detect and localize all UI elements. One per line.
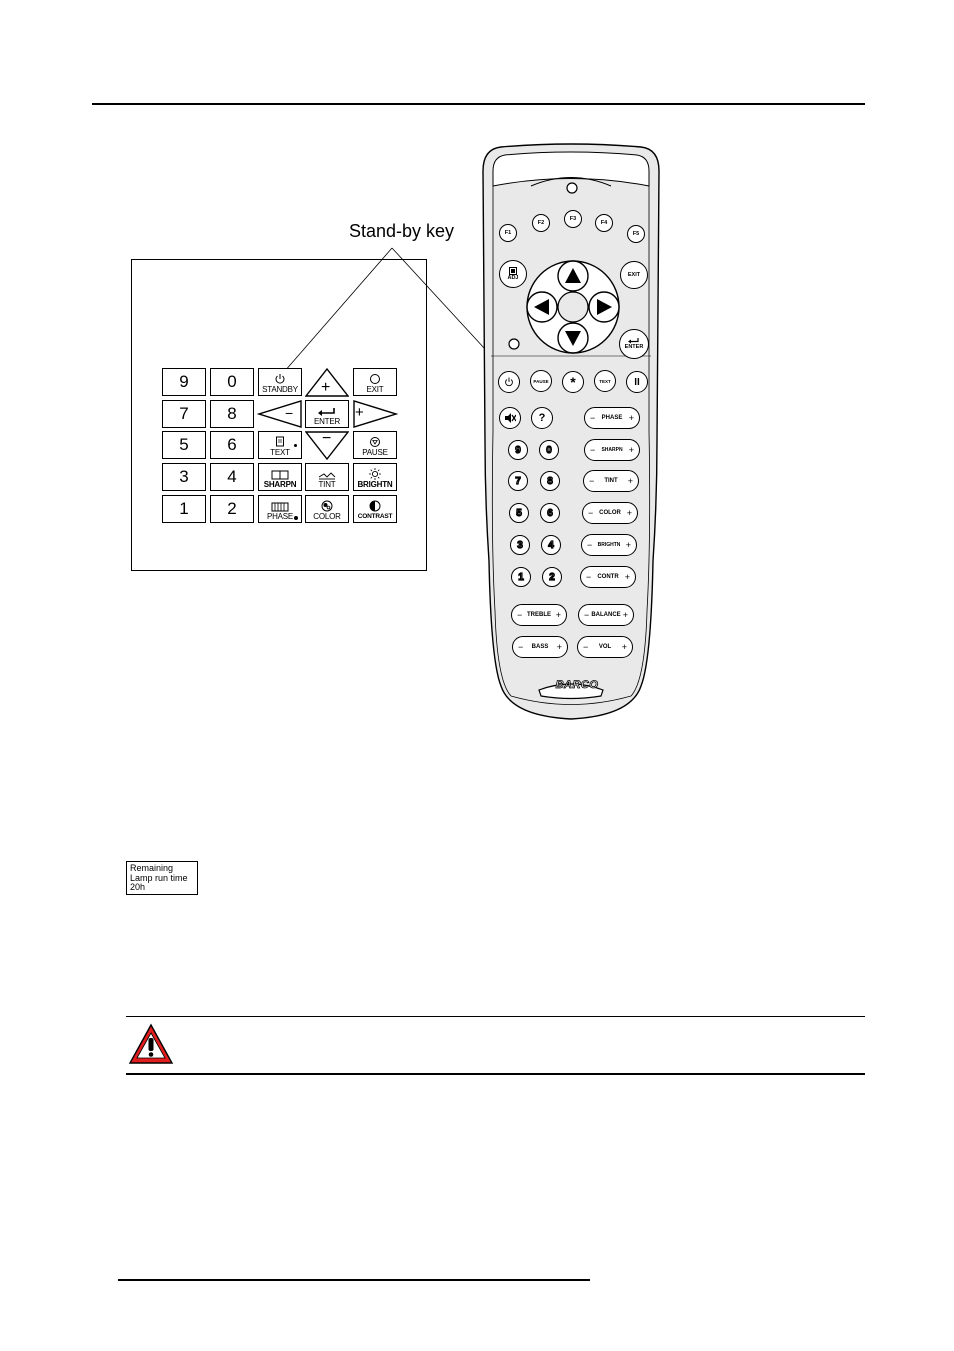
brightness-icon (369, 468, 381, 480)
remote-adj-button[interactable]: ADJ (499, 260, 527, 288)
mute-icon (504, 412, 516, 424)
remote-number-1[interactable]: 1 (511, 567, 531, 587)
pause-icon (369, 436, 381, 448)
remote-tint-rocker[interactable]: − TINT + (583, 470, 639, 492)
keypad-brightness-key[interactable]: BRIGHTN (353, 463, 397, 491)
footer-rule (118, 1279, 590, 1281)
remote-number-9[interactable]: 9 (508, 440, 528, 460)
power-icon (274, 373, 286, 385)
keypad-key-5[interactable]: 5 (162, 431, 206, 459)
keypad-right-key[interactable]: + (352, 400, 398, 433)
keypad-key-3[interactable]: 3 (162, 463, 206, 491)
remote-f2-button[interactable]: F2 (532, 214, 550, 232)
keypad-tint-key[interactable]: TINT (305, 463, 349, 491)
remote-volume-rocker[interactable]: − VOL + (577, 636, 633, 658)
lamp-line-3: 20h (130, 882, 146, 892)
keypad-phase-key[interactable]: PHASE (258, 495, 302, 523)
color-icon (321, 500, 333, 512)
remote-freeze-button[interactable]: II (626, 371, 648, 393)
remote-exit-button[interactable]: EXIT (620, 261, 648, 289)
remote-pause-button[interactable]: PAUSE (530, 370, 552, 392)
remote-number-5[interactable]: 5 (509, 503, 529, 523)
keypad-key-8[interactable]: 8 (210, 400, 254, 428)
text-key-dot (294, 444, 297, 447)
keypad-left-key[interactable]: − (257, 400, 303, 433)
remote-color-rocker[interactable]: − COLOR + (582, 502, 638, 524)
remote-contrast-rocker[interactable]: − CONTR + (580, 566, 636, 588)
keypad-key-7[interactable]: 7 (162, 400, 206, 428)
remote-f3-button[interactable]: F3 (564, 210, 582, 228)
warning-bottom-rule (126, 1073, 865, 1075)
keypad-up-key[interactable]: + (305, 367, 349, 402)
contrast-icon (369, 500, 381, 512)
remote-sharpness-rocker[interactable]: − SHARPN + (584, 439, 640, 461)
keypad-key-4[interactable]: 4 (210, 463, 254, 491)
keypad-key-2[interactable]: 2 (210, 495, 254, 523)
remote-number-4[interactable]: 4 (541, 535, 561, 555)
remote-enter-button[interactable]: ENTER (619, 329, 649, 359)
warning-top-rule (126, 1016, 865, 1017)
remote-f5-button[interactable]: F5 (627, 225, 645, 243)
remote-brightness-rocker[interactable]: − BRIGHTN + (581, 534, 637, 556)
keypad-key-9[interactable]: 9 (162, 368, 206, 396)
exit-icon (369, 373, 381, 385)
keypad-contrast-key[interactable]: CONTRAST (353, 495, 397, 523)
keypad-standby-key[interactable]: STANDBY (258, 368, 302, 396)
lamp-line-1: Remaining (130, 863, 174, 873)
keypad-text-key[interactable]: TEXT (258, 431, 302, 459)
keypad-key-0[interactable]: 0 (210, 368, 254, 396)
power-icon (504, 377, 514, 387)
remote-phase-rocker[interactable]: − PHASE + (584, 407, 640, 429)
lamp-runtime-message (126, 861, 198, 895)
lamp-line-2: Lamp run time (130, 872, 188, 883)
remote-number-2[interactable]: 2 (542, 567, 562, 587)
remote-star-button[interactable]: * (562, 371, 584, 393)
enter-icon (317, 407, 337, 417)
remote-bass-rocker[interactable]: − BASS + (512, 636, 568, 658)
remote-standby-button[interactable] (498, 371, 520, 393)
remote-number-8[interactable]: 8 (540, 471, 560, 491)
remote-brand-logo: BARCO (555, 679, 599, 691)
keypad-pause-key[interactable]: PAUSE (353, 431, 397, 459)
text-icon (274, 436, 286, 448)
remote-number-6[interactable]: 6 (540, 503, 560, 523)
remote-number-7[interactable]: 7 (508, 471, 528, 491)
remote-text-button[interactable]: TEXT (594, 370, 616, 392)
remote-number-3[interactable]: 3 (510, 535, 530, 555)
remote-f1-button[interactable]: F1 (499, 224, 517, 242)
keypad-key-6[interactable]: 6 (210, 431, 254, 459)
remote-treble-rocker[interactable]: − TREBLE + (511, 604, 567, 626)
tint-icon (318, 470, 336, 480)
sharpness-icon (271, 470, 289, 480)
remote-number-0[interactable]: 0 (539, 440, 559, 460)
remote-balance-rocker[interactable]: − BALANCE + (578, 604, 634, 626)
remote-f4-button[interactable]: F4 (595, 214, 613, 232)
keypad-key-1[interactable]: 1 (162, 495, 206, 523)
keypad-exit-key[interactable]: EXIT (353, 368, 397, 396)
keypad-down-key[interactable]: − (305, 431, 349, 466)
standby-key-callout: Stand-by key (349, 221, 455, 241)
keypad-enter-key[interactable]: ENTER (305, 400, 349, 428)
adjust-icon (509, 267, 517, 275)
phase-key-dot (294, 516, 298, 520)
remote-mute-button[interactable] (499, 407, 521, 429)
keypad-color-key[interactable]: COLOR (305, 495, 349, 523)
warning-icon (128, 1023, 174, 1065)
remote-help-button[interactable]: ? (531, 407, 553, 429)
phase-icon (271, 502, 289, 512)
keypad-sharpness-key[interactable]: SHARPN (258, 463, 302, 491)
